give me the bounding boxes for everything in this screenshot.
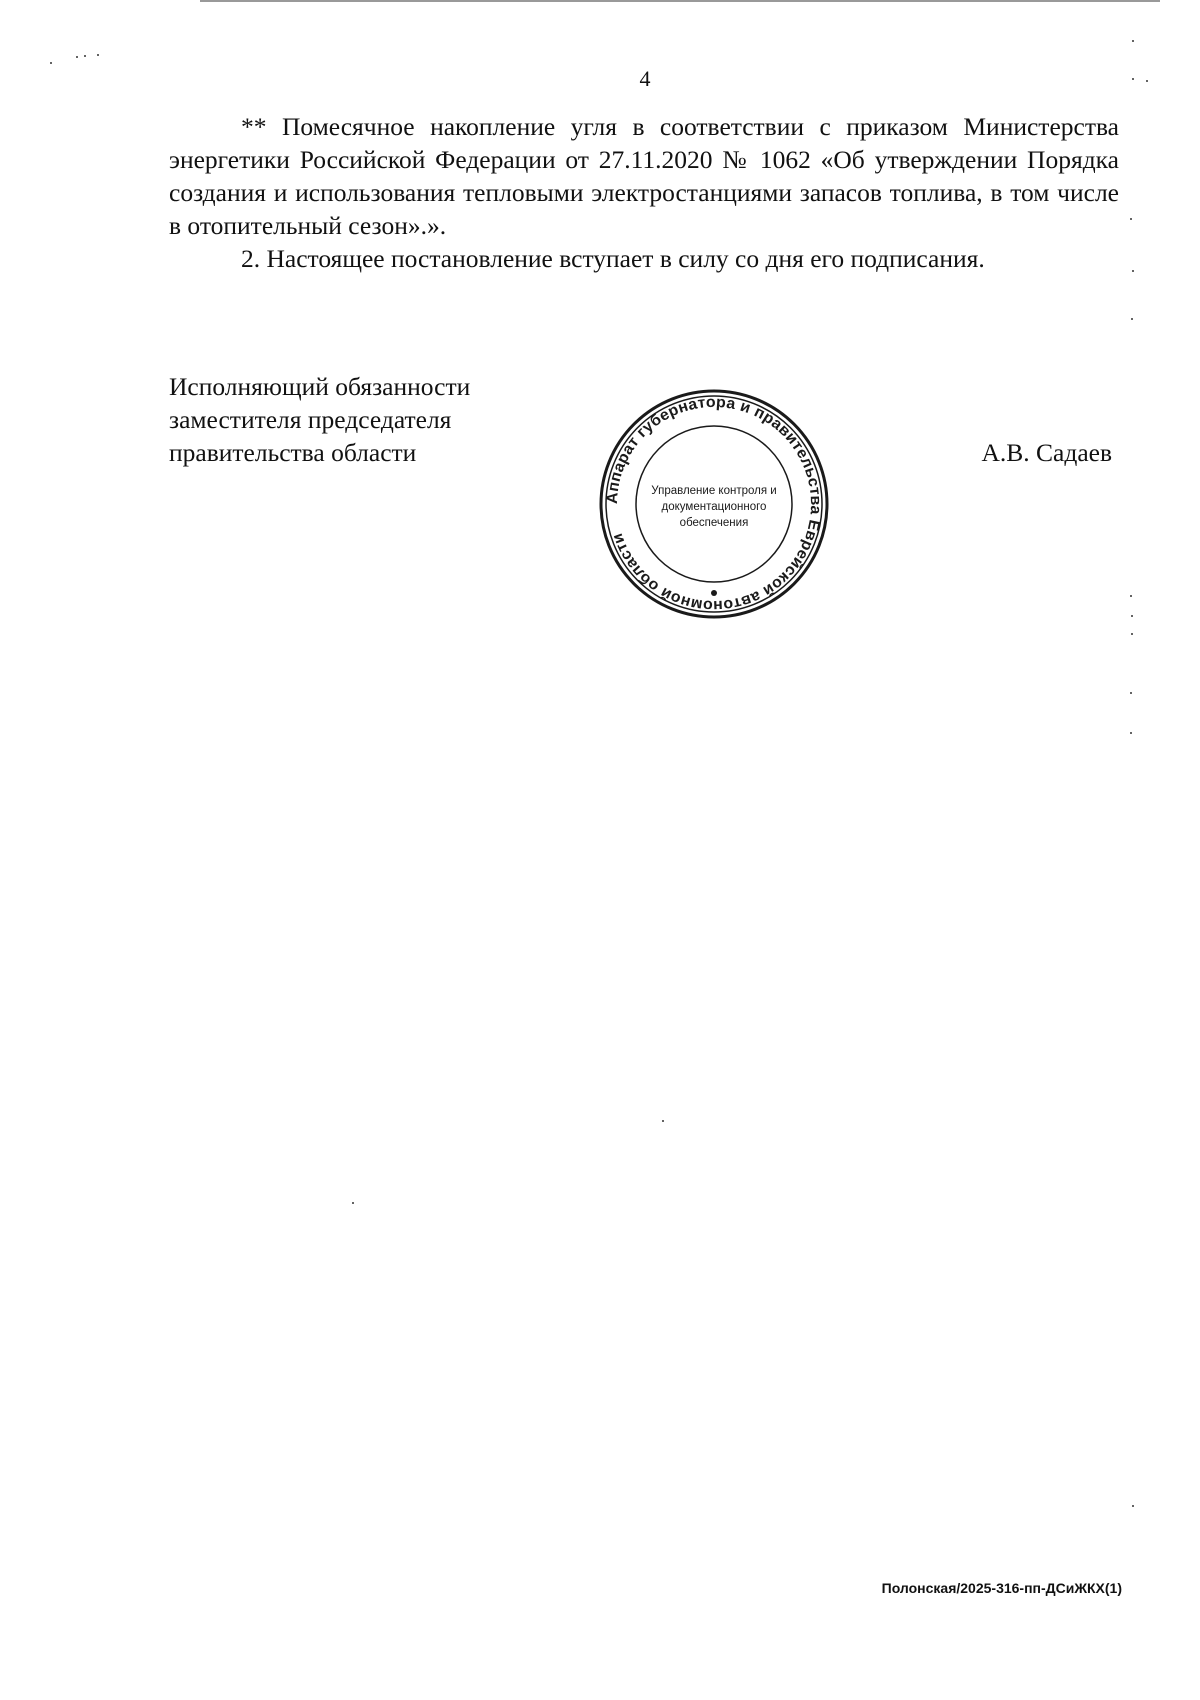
seal-inner-line: документационного: [661, 501, 767, 513]
scan-speck: [1131, 633, 1133, 635]
scan-speck: [1130, 595, 1132, 597]
scan-speck: [1146, 80, 1148, 82]
scan-speck: [76, 56, 78, 58]
scan-speck: [1130, 732, 1132, 734]
scan-speck: [352, 1202, 354, 1204]
document-reference-code: Полонская/2025-316-пп-ДСиЖКХ(1): [881, 1580, 1122, 1596]
scan-speck: [1130, 692, 1132, 694]
signatory-position: [169, 370, 569, 469]
scan-speck: [97, 54, 99, 56]
official-seal-stamp: [598, 388, 830, 620]
scan-speck: [1131, 615, 1133, 617]
scan-speck: [1131, 318, 1133, 320]
seal-dot: [711, 590, 717, 596]
paragraph-effective-date: 2. Настоящее постановление вступает в силу со дня его подписания.: [241, 244, 985, 273]
signatory-position-line: заместителя председателя: [169, 405, 452, 434]
paragraph-coal-accumulation-note: ** Помесячное накопление угля в соответствии с приказом Министерства энергетики Российской Федерации от 27.11.2020 № 1062 «Об утверждении Порядка создания и использования тепловыми электростанциями запасов топлива, в том числе в отопительный сезон».».: [169, 112, 1119, 240]
signatory-position-line: правительства области: [169, 438, 417, 467]
signatory-position-line: Исполняющий обязанности: [169, 372, 471, 401]
scan-speck: [1132, 78, 1134, 80]
scan-speck: [1132, 1505, 1134, 1507]
scan-speck: [662, 1120, 664, 1122]
page-number: 4: [639, 66, 651, 91]
seal-inner-line: обеспечения: [679, 517, 749, 529]
page-top-edge-line: [200, 0, 1160, 2]
seal-inner-line: Управление контроля и: [651, 485, 777, 497]
scan-speck: [1132, 270, 1134, 272]
scan-speck: [1130, 218, 1132, 220]
scan-speck: [1132, 40, 1134, 42]
document-body: [169, 110, 1119, 275]
signatory-name: А.В. Садаев: [981, 438, 1112, 467]
scan-speck: [50, 62, 52, 64]
scan-speck: [84, 55, 86, 57]
seal-outer-text: Аппарат губернатора и правительства Еврейской автономной области: [603, 393, 825, 615]
